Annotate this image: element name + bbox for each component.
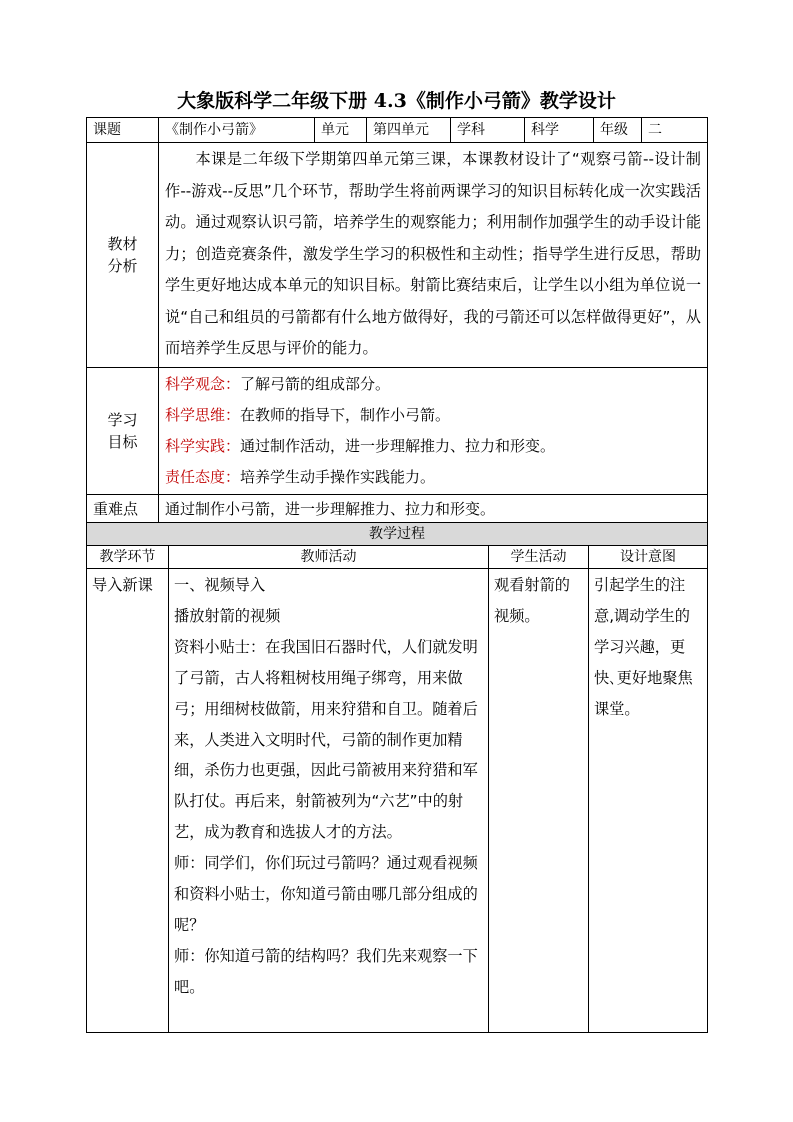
grade-label: 年级 [594,118,642,143]
objectives-list [159,367,708,494]
process-row-intro [87,569,708,1033]
col-student: 学生活动 [489,546,589,569]
col-stage: 教学环节 [87,546,169,569]
teacher-line: 一、视频导入 [174,576,266,594]
teacher-line: 资料小贴士：在我国旧石器时代，人们就发明了弓箭，古人将粗树枝用绳子绑弯，用来做弓；用细树枝做箭，用来狩猎和自卫。随着后来，人类进入文明时代，弓箭的制作更加精细，杀伤力也更强，因此弓箭被用来狩猎和军队打仗。再后来，射箭被列为“六艺”中的射艺，成为教育和选拔人才的方法。 [174,637,478,842]
key-points-row [87,494,708,524]
unit-label: 单元 [315,118,367,143]
page-title: 大象版科学二年级下册 4.3《制作小弓箭》教学设计 [177,90,616,112]
objective-item: 科学实践：通过制作活动，进一步理解推力、拉力和形变。 [165,436,556,455]
grade-value: 二 [642,118,708,143]
topic-value: 《制作小弓箭》 [159,118,315,143]
objective-item: 责任态度：培养学生动手操作实践能力。 [165,467,436,486]
student-activity-cell: 观看射箭的视频。 [489,569,589,1033]
process-table [86,522,707,1033]
stage-cell: 导入新课 [87,569,169,1033]
objective-item: 科学思维：在教师的指导下，制作小弓箭。 [165,405,451,424]
key-points-text: 通过制作小弓箭，进一步理解推力、拉力和形变。 [159,494,708,524]
topic-label: 课题 [87,118,159,143]
teacher-line: 师：同学们，你们玩过弓箭吗？通过观看视频和资料小贴士，你知道弓箭由哪几部分组成的呢？ [174,854,478,934]
objectives-row [87,367,708,494]
analysis-text: 本课是二年级下学期第四单元第三课，本课教材设计了“观察弓箭--设计制作--游戏--反思”几个环节，帮助学生将前两课学习的知识目标转化成一次实践活动。通过观察认识弓箭，培养学生的观察能力；利用制作加强学生的动手设计能力；创造竞赛条件，激发学生学习的积极性和主动性；指导学生进行反思，帮助学生更好地达成本单元的知识目标。射箭比赛结束后，让学生以小组为单位说一说“自己和组员的弓箭都有什么地方做得好，我的弓箭还可以怎样做得更好”，从而培养学生反思与评价的能力。 [159,143,708,368]
col-intent: 设计意图 [589,546,708,569]
objectives-label: 学习 目标 [87,367,159,494]
process-heading: 教学过程 [87,523,708,546]
unit-value: 第四单元 [367,118,451,143]
process-heading-row [87,523,708,546]
teacher-line: 师：你知道弓箭的结构吗？我们先来观察一下吧。 [174,946,478,996]
subject-value: 科学 [525,118,594,143]
col-teacher: 教师活动 [169,546,489,569]
analysis-row [87,143,708,368]
objective-item: 科学观念：了解弓箭的组成部分。 [165,374,391,393]
header-row [87,118,708,143]
teacher-line: 播放射箭的视频 [174,606,281,625]
teacher-activity-cell [169,569,489,1033]
design-intent-cell: 引起学生的注意,调动学生的学习兴趣，更快､更好地聚焦课堂。 [589,569,708,1033]
lesson-info-table [86,117,707,525]
subject-label: 学科 [451,118,525,143]
analysis-label: 教材 分析 [87,143,159,368]
process-column-row [87,546,708,569]
key-points-label: 重难点 [87,494,159,524]
